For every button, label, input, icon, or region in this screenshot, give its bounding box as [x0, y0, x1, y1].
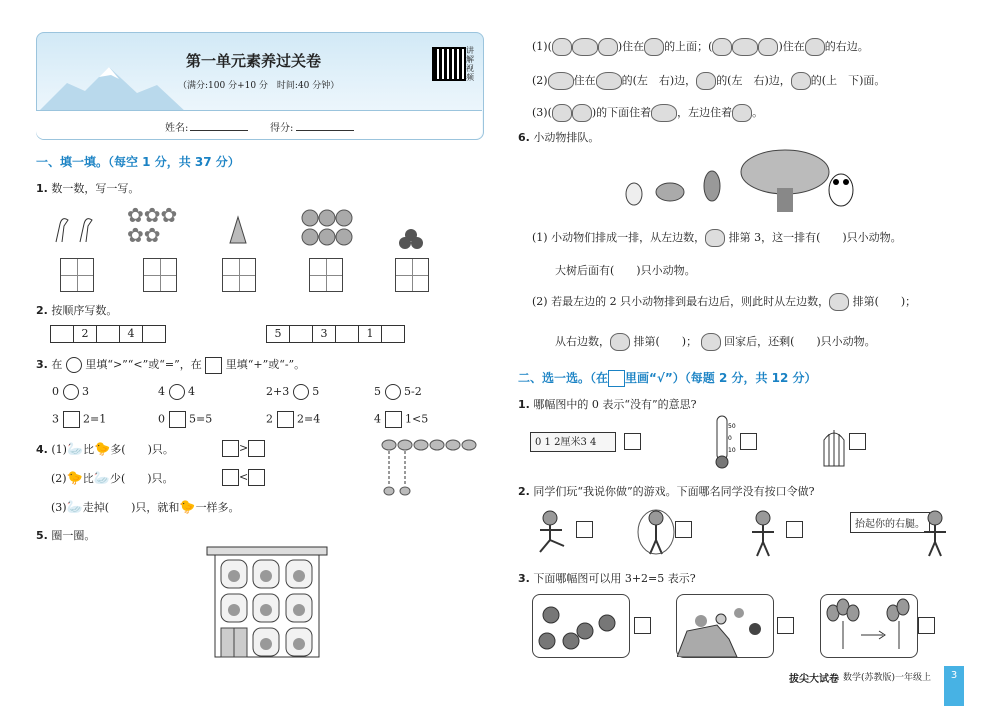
seq-cell: 5	[266, 325, 290, 343]
seq-cell[interactable]	[335, 325, 359, 343]
choice-box[interactable]	[576, 521, 593, 538]
q1-stem: 1. 数一数，写一写。	[36, 182, 140, 195]
name-field[interactable]	[190, 130, 248, 131]
monkey-icon	[705, 229, 725, 247]
svg-text:0: 0	[728, 435, 732, 442]
square-symbol	[205, 357, 222, 374]
choice-box[interactable]	[777, 617, 794, 634]
cat-icon	[598, 38, 618, 56]
balloons-picture	[820, 594, 918, 658]
sequence-2	[267, 325, 405, 343]
compare-item: 4 4	[158, 385, 195, 398]
rabbit-icon	[644, 38, 664, 56]
choice-box[interactable]	[849, 433, 866, 450]
seq-cell[interactable]	[289, 325, 313, 343]
q5-part3: (3)( )的下面住着 ，左边住着 。	[532, 104, 763, 122]
animals-queue-image	[620, 148, 860, 214]
goose-icon: 🦢	[66, 442, 84, 457]
q6-part1b: 大树后面有( )只小动物。	[555, 264, 696, 277]
page-title: 第一单元素养过关卷	[186, 52, 322, 70]
q6-part2: (2) 若最左边的 2 只小动物排到最右边后，则此时从左边数， 排第( )；	[532, 293, 916, 311]
q2-stem: 2. 按顺序写数。	[36, 304, 118, 317]
chick-icon: 🐤	[94, 442, 111, 457]
choice-box[interactable]	[675, 521, 692, 538]
write-box[interactable]	[222, 258, 256, 292]
mountain-illustration	[37, 57, 187, 113]
geese-chicks-diagram	[380, 433, 480, 503]
operator-item: 0 5=5	[158, 411, 212, 428]
square-symbol	[608, 370, 625, 387]
q6-part1: (1) 小动物们排成一排，从左边数， 排第 3，这一排有( )只小动物。	[532, 229, 902, 247]
name-label: 姓名:	[165, 123, 189, 134]
elephant-icon	[572, 38, 598, 56]
write-box[interactable]	[60, 258, 94, 292]
s2q2-stem: 2. 同学们玩“我说你做”的游戏。下面哪名同学没有按口令做?	[518, 485, 815, 498]
seq-cell[interactable]	[50, 325, 74, 343]
svg-text:50: 50	[728, 423, 736, 430]
chick-icon: 🐤	[179, 500, 196, 515]
thermometer-image	[714, 414, 740, 470]
qr-code-icon[interactable]	[432, 47, 466, 81]
s2q1-stem: 1. 哪幅图中的 0 表示“没有”的意思?	[518, 398, 697, 411]
choice-box[interactable]	[786, 521, 803, 538]
child-kicking-image	[534, 508, 574, 556]
cat-icon	[791, 72, 811, 90]
monkey-icon	[701, 333, 721, 351]
compare-item: 5 5-2	[374, 385, 422, 398]
lt-answer: <	[222, 469, 265, 486]
squirrel-icon	[572, 104, 592, 122]
seq-cell[interactable]	[142, 325, 166, 343]
write-box[interactable]	[309, 258, 343, 292]
apples-image	[398, 228, 424, 250]
sequence-1	[51, 325, 166, 343]
choice-box[interactable]	[634, 617, 651, 634]
choice-box[interactable]	[918, 617, 935, 634]
elephant-icon	[732, 38, 758, 56]
apartment-building-image	[206, 546, 328, 658]
operator-box[interactable]	[385, 411, 402, 428]
seq-cell: 3	[312, 325, 336, 343]
operator-box[interactable]	[63, 411, 80, 428]
operator-box[interactable]	[277, 411, 294, 428]
goose-icon: 🦢	[93, 471, 110, 486]
seq-cell: 1	[358, 325, 382, 343]
write-box[interactable]	[395, 258, 429, 292]
monkey-icon	[610, 333, 630, 351]
teacher-image	[920, 508, 950, 558]
rabbit-icon	[696, 72, 716, 90]
section1-heading: 一、填一填。（每空 1 分，共 37 分）	[36, 155, 240, 169]
monkey-icon	[829, 293, 849, 311]
elephant-icon	[548, 72, 574, 90]
exam-meta: （满分:100 分+10 分 时间:40 分钟）	[178, 81, 340, 91]
crane-birds-image	[50, 212, 100, 246]
answer-box[interactable]	[248, 469, 265, 486]
speech-bubble: 抬起你的右腿。	[850, 512, 930, 533]
circle-symbol	[66, 357, 82, 373]
score-field[interactable]	[296, 130, 354, 131]
dog-icon	[758, 38, 778, 56]
flowers-image: ✿✿✿ ✿✿	[127, 203, 178, 247]
squirrel-icon	[712, 38, 732, 56]
q6-part2b: 从右边数， 排第( )； 回家后，还剩( )只小动物。	[555, 333, 876, 351]
animals-hill-picture	[676, 594, 774, 658]
q4-line1: 4. (1)🦢比🐤多( )只。	[36, 442, 174, 457]
compare-circle[interactable]	[63, 384, 79, 400]
monkey-icon	[552, 38, 572, 56]
child-skipping-image	[636, 506, 676, 558]
gt-answer: >	[222, 440, 265, 457]
s2q3-stem: 3. 下面哪幅图可以用 3+2=5 表示?	[518, 572, 696, 585]
child-standing-image	[746, 508, 780, 558]
footer-subject: 数学(苏教版)一年级上	[843, 673, 932, 683]
q5-stem: 5. 圈一圈。	[36, 529, 96, 542]
bamboo-shoot-image	[228, 215, 248, 245]
q5-part1: (1)( )住在 的上面；( )住在 的右边。	[532, 38, 869, 56]
compare-circle[interactable]	[293, 384, 309, 400]
seq-cell[interactable]	[96, 325, 120, 343]
qr-label: 讲解视频	[466, 46, 474, 82]
compare-item: 0 3	[52, 385, 89, 398]
write-box[interactable]	[143, 258, 177, 292]
footer-brand: 拔尖大试卷	[789, 674, 839, 685]
answer-box[interactable]	[222, 469, 239, 486]
answer-box[interactable]	[248, 440, 265, 457]
info-band	[36, 110, 482, 139]
operator-item: 2 2=4	[266, 411, 320, 428]
compare-item: 2+3 5	[266, 385, 320, 398]
cat-icon	[732, 104, 752, 122]
compare-circle[interactable]	[169, 384, 185, 400]
ruler-image: 0 1 2厘米3 4	[530, 432, 616, 452]
seq-cell[interactable]	[381, 325, 405, 343]
section2-heading: 二、选一选。（在 里画“√”）（每题 2 分，共 12 分）	[518, 371, 817, 385]
elephant-icon	[596, 72, 622, 90]
goose-icon: 🦢	[66, 500, 83, 515]
operator-box[interactable]	[169, 411, 186, 428]
elephant-icon	[651, 104, 677, 122]
compare-circle[interactable]	[385, 384, 401, 400]
operator-item: 3 2=1	[52, 411, 106, 428]
rabbit-icon	[805, 38, 825, 56]
choice-box[interactable]	[624, 433, 641, 450]
operator-item: 4 1<5	[374, 411, 428, 428]
chick-icon: 🐤	[66, 471, 83, 486]
choice-box[interactable]	[740, 433, 757, 450]
answer-box[interactable]	[222, 440, 239, 457]
q3-stem: 3. 在 里填“>”“<”或“=”，在 里填“+”或“-”。	[36, 356, 305, 374]
q4-line3: (3)🦢走掉( )只，就和🐤一样多。	[51, 500, 240, 515]
seq-cell: 4	[119, 325, 143, 343]
tomatoes-picture	[532, 594, 630, 658]
plum-flowers-image	[300, 208, 354, 248]
birdcage-image	[820, 424, 848, 468]
page-number: 3	[944, 666, 964, 706]
monkey-icon	[552, 104, 572, 122]
score-label: 得分:	[270, 123, 294, 134]
q6-stem: 6. 小动物排队。	[518, 131, 600, 144]
q5-part2: (2) 住在 的(左 右)边， 的(左 右)边， 的(上 下)面。	[532, 72, 885, 90]
q4-line2: (2)🐤比🦢少( )只。	[51, 471, 174, 486]
svg-text:10: 10	[728, 447, 736, 454]
seq-cell: 2	[73, 325, 97, 343]
